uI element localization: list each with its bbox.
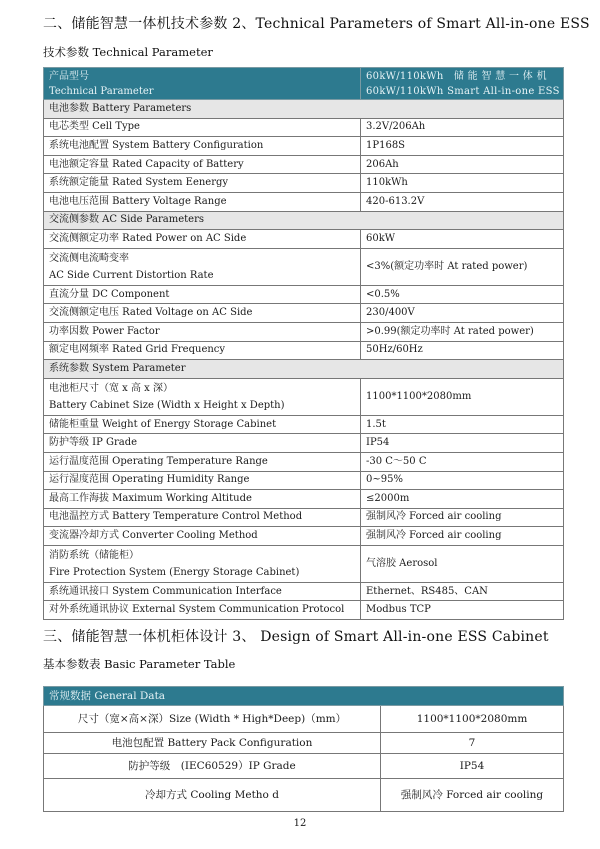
table-row [44,527,564,546]
table-row [44,706,564,733]
header-model-cn: 60kW/110kWh 储 能 智 慧 一 体 机 [366,70,547,82]
section-row [44,211,564,230]
table-row [44,582,564,601]
parameter-value: 3.2V/206Ah [361,118,564,137]
section-title: 交流侧参数 AC Side Parameters [44,211,564,230]
parameter-label: 系统通讯接口 System Communication Interface [44,582,361,601]
table-row [44,471,564,490]
parameter-value: 1.5t [361,415,564,434]
parameter-label: 系统额定能量 Rated System Eenergy [44,174,361,193]
table-row [44,248,564,285]
parameter-value: 气溶胶 Aerosol [361,545,564,582]
table-1-caption: 技术参数 Technical Parameter [43,45,213,59]
parameter-value: <3%(额定功率时 At rated power) [361,248,564,285]
parameter-label: 运行湿度范围 Operating Humidity Range [44,471,361,490]
parameter-value: Ethernet、RS485、CAN [361,582,564,601]
parameter-value: 230/400V [361,304,564,323]
header-model-cell [361,68,564,100]
table-row [44,754,564,779]
parameter-value: 强制风冷 Forced air cooling [381,779,564,812]
table-row [44,304,564,323]
table-row [44,285,564,304]
parameter-label: 电池包配置 Battery Pack Configuration [44,733,381,754]
parameter-label-cn: 交流侧电流畸变率 [49,252,129,264]
parameter-value: >0.99(额定功率时 At rated power) [361,322,564,341]
parameter-value: 60kW [361,230,564,249]
parameter-value: IP54 [361,434,564,453]
parameter-label: 冷却方式 Cooling Metho d [44,779,381,812]
section-3-title: 三、储能智慧一体机柜体设计 3、 Design of Smart All-in-one ESS Cabinet [43,629,549,645]
parameter-value: 1100*1100*2080mm [381,706,564,733]
parameter-value: 110kWh [361,174,564,193]
parameter-label [44,378,361,415]
section-row [44,100,564,119]
parameter-value: 1P168S [361,137,564,156]
table-row [44,490,564,509]
parameter-label: 电池电压范围 Battery Voltage Range [44,192,361,211]
parameter-label-cn: 电池柜尺寸（宽 x 高 x 深） [49,382,173,394]
parameter-value: ≤2000m [361,490,564,509]
section-title: 电池参数 Battery Parameters [44,100,564,119]
parameter-label: 尺寸（宽×高×深）Size (Width * High*Deep)（mm） [44,706,381,733]
section-title: 系统参数 System Parameter [44,360,564,379]
parameter-label: 额定电网频率 Rated Grid Frequency [44,341,361,360]
table-row [44,137,564,156]
table-row [44,601,564,620]
parameter-label-en: Fire Protection System (Energy Storage Cabinet) [49,566,300,578]
technical-parameter-table [43,67,564,620]
table-row [44,322,564,341]
table-row [44,545,564,582]
table-row [44,155,564,174]
table-row [44,733,564,754]
table-row [44,378,564,415]
section-row [44,360,564,379]
table-header-row [44,68,564,100]
parameter-value: Modbus TCP [361,601,564,620]
parameter-label: 功率因数 Power Factor [44,322,361,341]
parameter-label: 运行温度范围 Operating Temperature Range [44,452,361,471]
parameter-value: -30 C～50 C [361,452,564,471]
header-model-en: 60kW/110kWh Smart All-in-one ESS [366,85,560,97]
parameter-value: 强制风冷 Forced air cooling [361,508,564,527]
parameter-value: 0~95% [361,471,564,490]
parameter-label: 系统电池配置 System Battery Configuration [44,137,361,156]
parameter-label: 变流器冷却方式 Converter Cooling Method [44,527,361,546]
table-row [44,508,564,527]
parameter-label-cn: 消防系统（储能柜） [49,549,139,561]
section-2-title: 二、储能智慧一体机技术参数 2、Technical Parameters of Smart All-in-one ESS [43,16,590,32]
parameter-label-en: Battery Cabinet Size (Width x Height x Depth) [49,399,285,411]
header-label-cell [44,68,361,100]
table-row [44,341,564,360]
page-number: 12 [293,818,307,829]
parameter-label: 储能柜重量 Weight of Energy Storage Cabinet [44,415,361,434]
parameter-value: 7 [381,733,564,754]
parameter-value: IP54 [381,754,564,779]
table-row [44,230,564,249]
parameter-label [44,545,361,582]
header-label-en: Technical Parameter [49,85,154,97]
header-label-cn: 产品型号 [49,70,89,82]
table-row [44,434,564,453]
table-row [44,174,564,193]
parameter-value: 420-613.2V [361,192,564,211]
parameter-label [44,248,361,285]
parameter-label: 电芯类型 Cell Type [44,118,361,137]
parameter-label: 电池温控方式 Battery Temperature Control Method [44,508,361,527]
table-row [44,779,564,812]
table-row [44,415,564,434]
parameter-label: 电池额定容量 Rated Capacity of Battery [44,155,361,174]
table-row [44,192,564,211]
table-row [44,118,564,137]
table-2-caption: 基本参数表 Basic Parameter Table [43,657,236,671]
parameter-value: 1100*1100*2080mm [361,378,564,415]
parameter-label: 交流侧额定电压 Rated Voltage on AC Side [44,304,361,323]
general-data-header: 常规数据 General Data [44,687,564,706]
table-row [44,452,564,471]
parameter-label: 防护等级 IP Grade [44,434,361,453]
parameter-label-en: AC Side Current Distortion Rate [49,269,214,281]
parameter-label: 最高工作海拔 Maximum Working Altitude [44,490,361,509]
basic-parameter-table [43,686,564,812]
parameter-value: 206Ah [361,155,564,174]
parameter-value: <0.5% [361,285,564,304]
general-data-header-row [44,687,564,706]
parameter-label: 对外系统通讯协议 External System Communication Protocol [44,601,361,620]
parameter-value: 50Hz/60Hz [361,341,564,360]
parameter-label: 直流分量 DC Component [44,285,361,304]
parameter-value: 强制风冷 Forced air cooling [361,527,564,546]
parameter-label: 交流侧额定功率 Rated Power on AC Side [44,230,361,249]
parameter-label: 防护等级 (IEC60529）IP Grade [44,754,381,779]
